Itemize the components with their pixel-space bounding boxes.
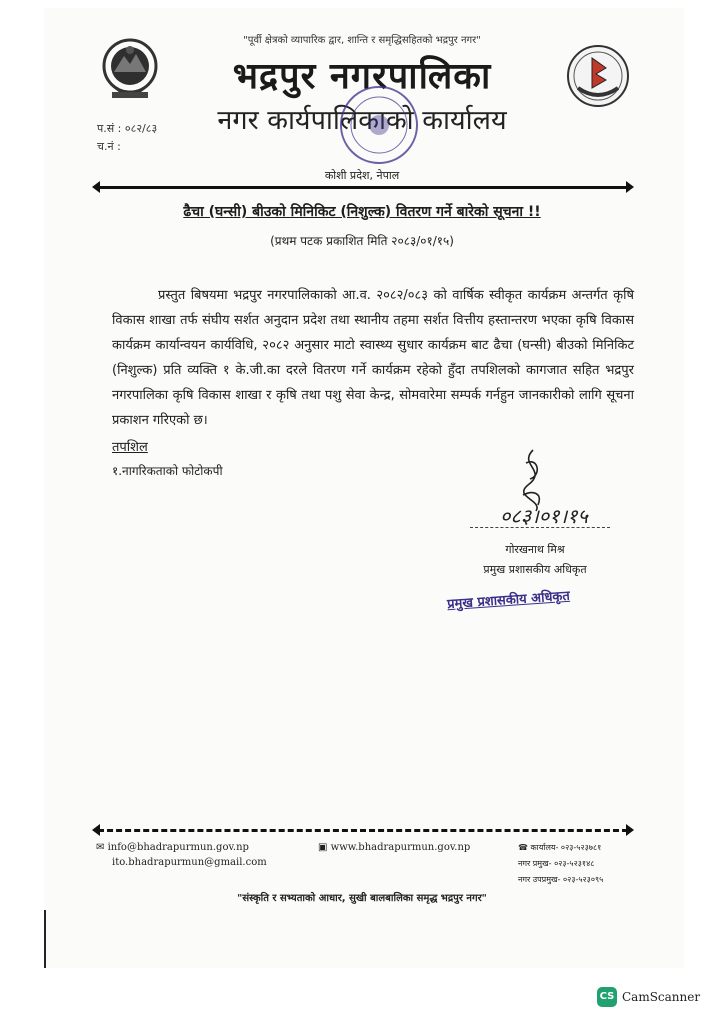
dispatch-number: च.नं : bbox=[97, 140, 121, 153]
header-motto: "पूर्वी क्षेत्रको व्यापारिक द्वार, शान्ति र समृद्धिसहितको भद्रपुर नगर" bbox=[243, 35, 481, 46]
email-primary-text: info@bhadrapurmun.gov.np bbox=[107, 842, 249, 853]
website-icon: ▣ bbox=[318, 842, 328, 853]
publish-date: (प्रथम पटक प्रकाशित मिति २०८३/०१/१५) bbox=[270, 234, 454, 248]
officer-designation: प्रमुख प्रशासकीय अधिकृत bbox=[483, 563, 587, 576]
footer-email-primary bbox=[96, 842, 249, 853]
footer-divider bbox=[98, 829, 628, 832]
phone-deputy: नगर उपप्रमुख- ०२३-५२३०९५ bbox=[518, 875, 604, 884]
footer-website bbox=[318, 842, 470, 853]
notice-subject: ढैचा (घन्सी) बीउको मिनिकिट (निशुल्क) वितरण गर्ने बारेको सूचना !! bbox=[183, 204, 541, 220]
divider-arrow-right bbox=[626, 181, 634, 193]
phone-icon: ☎ bbox=[518, 843, 528, 852]
designation-stamp: प्रमुख प्रशासकीय अधिकृत bbox=[446, 588, 571, 613]
office-title: नगर कार्यपालिकाको कार्यालय bbox=[217, 105, 507, 136]
notice-body: प्रस्तुत बिषयमा भद्रपुर नगरपालिकाको आ.व. २०८२/०८३ को वार्षिक स्वीकृत कार्यक्रम अन्तर्गत कृषि विकास शाखा तर्फ संघीय सर्शत अनुदान प्रदेश तथा स्थानीय तहमा सर्शत वित्तीय हस्तान्तरण भएका कृषि विकास कार्यक्रम कार्यान्वयन कार्यविधि, २०८२ अनुसार माटो स्वास्थ्य सुधार कार्यक्रम बाट ढैचा (घन्सी) बीउको मिनिकिट (निशुल्क) प्रति व्यक्ति १ के.जी.का दरले वितरण गर्ने कार्यक्रम रहेको हुँदा तपशिलको कागजात सहित भद्रपुर नगरपालिका कृषि विकास शाखा र कृषि तथा पशु सेवा केन्द्र, सोमवारेमा सम्पर्क गर्नहुन जानकारीको लागि सूचना प्रकाशन गरिएको छ। bbox=[112, 288, 634, 428]
footer-slogan: "संस्कृति र सभ्यताको आधार, सुखी बालबालिका समृद्ध भद्रपुर नगर" bbox=[237, 893, 487, 904]
tapsil-item: १.नागरिकताको फोटोकपी bbox=[112, 464, 223, 478]
divider-arrow-left bbox=[92, 181, 100, 193]
signature-line bbox=[470, 527, 610, 528]
reference-number: प.सं : ०८२/८३ bbox=[97, 122, 158, 135]
reference-block bbox=[97, 120, 157, 156]
municipality-title: भद्रपुर नगरपालिका bbox=[232, 56, 492, 97]
scan-edge bbox=[44, 910, 46, 968]
camscanner-logo-icon: CS bbox=[597, 987, 617, 1007]
footer-phones bbox=[518, 840, 603, 888]
phone-mayor: नगर प्रमुख- ०२३-५२३१४८ bbox=[518, 859, 595, 868]
email-icon: ✉ bbox=[96, 842, 105, 853]
website-text: www.bhadrapurmun.gov.np bbox=[330, 842, 471, 853]
signature-date: ०८३।०१।१५ bbox=[500, 504, 588, 528]
phone-office: ☎ कार्यालय- ०२३-५२३७८१ bbox=[518, 843, 602, 852]
camscanner-label: CamScanner bbox=[622, 990, 701, 1004]
official-stamp-icon bbox=[334, 80, 424, 170]
footer-arrow-left bbox=[92, 824, 100, 836]
tapsil-heading: तपशिल bbox=[112, 440, 148, 455]
province-line: कोशी प्रदेश, नेपाल bbox=[324, 169, 400, 182]
footer-arrow-right bbox=[626, 824, 634, 836]
header-divider bbox=[96, 186, 626, 189]
officer-name: गोरखनाथ मिश्र bbox=[505, 543, 565, 556]
footer-email-secondary: ito.bhadrapurmun@gmail.com bbox=[112, 857, 267, 868]
